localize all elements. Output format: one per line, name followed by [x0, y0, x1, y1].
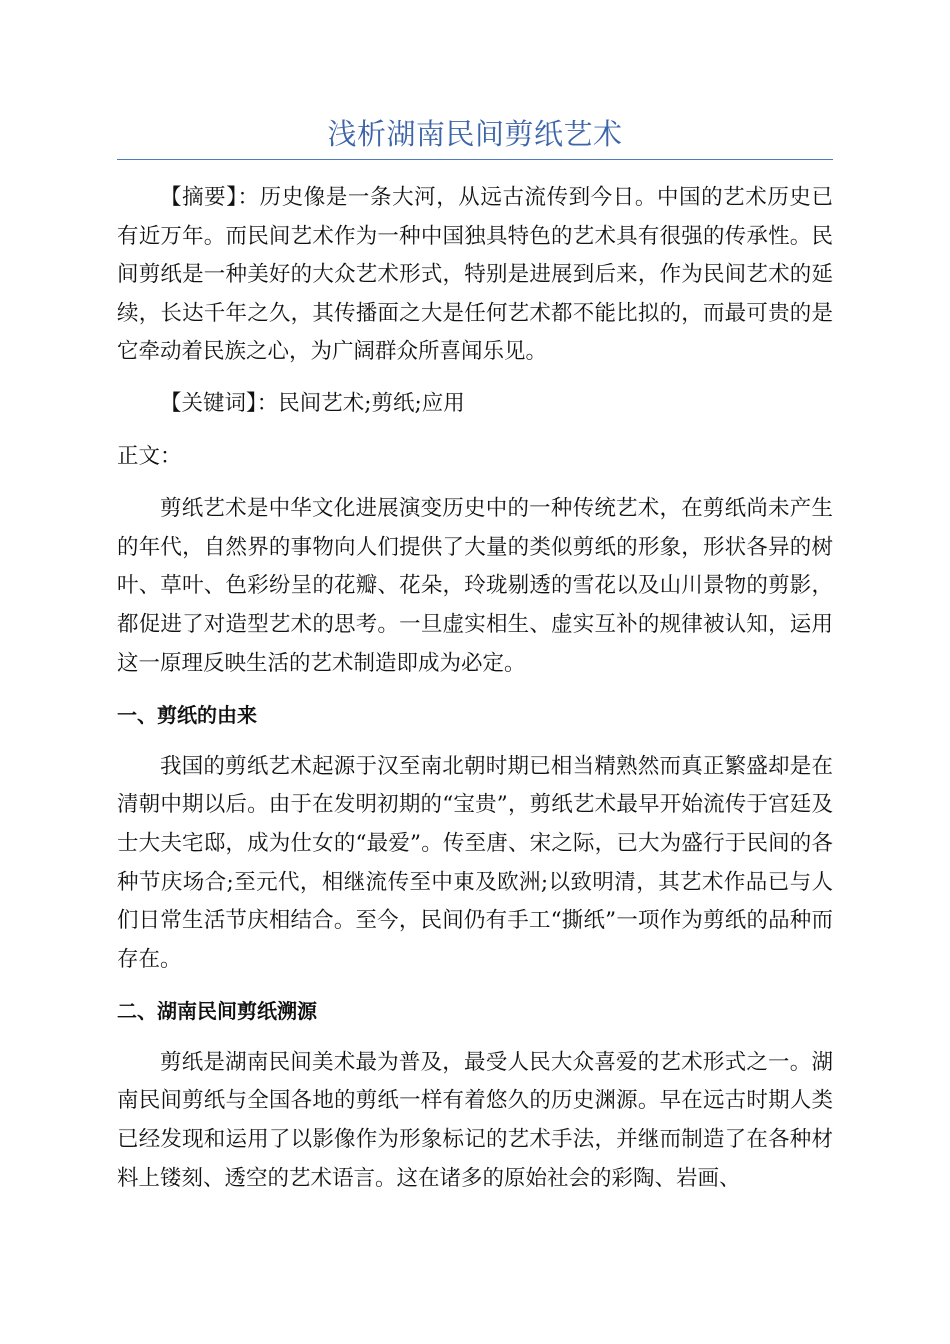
section-heading-origin: 一、剪纸的由来	[117, 703, 257, 728]
document-page	[117, 0, 833, 1198]
main-text-label: 正文：	[117, 443, 182, 469]
title-underline	[117, 159, 833, 160]
section-heading-hunan-source: 二、湖南民间剪纸溯源	[117, 999, 317, 1024]
keywords-text: 民间艺术;剪纸;应用	[278, 390, 465, 416]
section-paragraph-origin: 我国的剪纸艺术起源于汉至南北朝时期已相当精熟然而真正繁盛却是在清朝中期以后。由于在发明初期的“宝贵”，剪纸艺术最早开始流传于宫廷及士大夫宅邸，成为仕女的“最爱”。传至唐、宋之际，已大为盛行于民间的各种节庆场合;至元代，相继流传至中東及欧洲;以致明清，其艺术作品已与人们日常生活节庆相结合。至今，民间仍有手工“撕纸”一项作为剪纸的品种而存在。	[117, 753, 833, 972]
document-title: 浅析湖南民间剪纸艺术	[327, 117, 623, 151]
keywords-label: 【关键词】：	[160, 390, 279, 416]
section-paragraph-hunan-source: 剪纸是湖南民间美术最为普及，最受人民大众喜爱的艺术形式之一。湖南民间剪纸与全国各地的剪纸一样有着悠久的历史渊源。早在远古时期人类已经发现和运用了以影像作为形象标记的艺术手法，并继而制造了在各种材料上镂刻、透空的艺术语言。这在诸多的原始社会的彩陶、岩画、	[117, 1049, 833, 1191]
intro-paragraph: 剪纸艺术是中华文化进展演变历史中的一种传统艺术，在剪纸尚未产生的年代，自然界的事物向人们提供了大量的类似剪纸的形象，形状各异的树叶、草叶、色彩纷呈的花瓣、花朵，玲珑剔透的雪花以及山川景物的剪影，都促进了对造型艺术的思考。一旦虚实相生、虚实互补的规律被认知，运用这一原理反映生活的艺术制造即成为必定。	[117, 496, 833, 676]
abstract-paragraph	[117, 179, 833, 372]
keywords-paragraph	[117, 385, 833, 424]
abstract-text: 历史像是一条大河，从远古流传到今日。中国的艺术历史已有近万年。而民间艺术作为一种中国独具特色的艺术具有很强的传承性。民间剪纸是一种美好的大众艺术形式，特别是进展到后来，作为民间艺术的延续，长达千年之久，其传播面之大是任何艺术都不能比拟的，而最可贵的是它牵动着民族之心，为广阔群众所喜闻乐见。	[117, 185, 833, 365]
abstract-label: 【摘要】：	[160, 185, 260, 210]
